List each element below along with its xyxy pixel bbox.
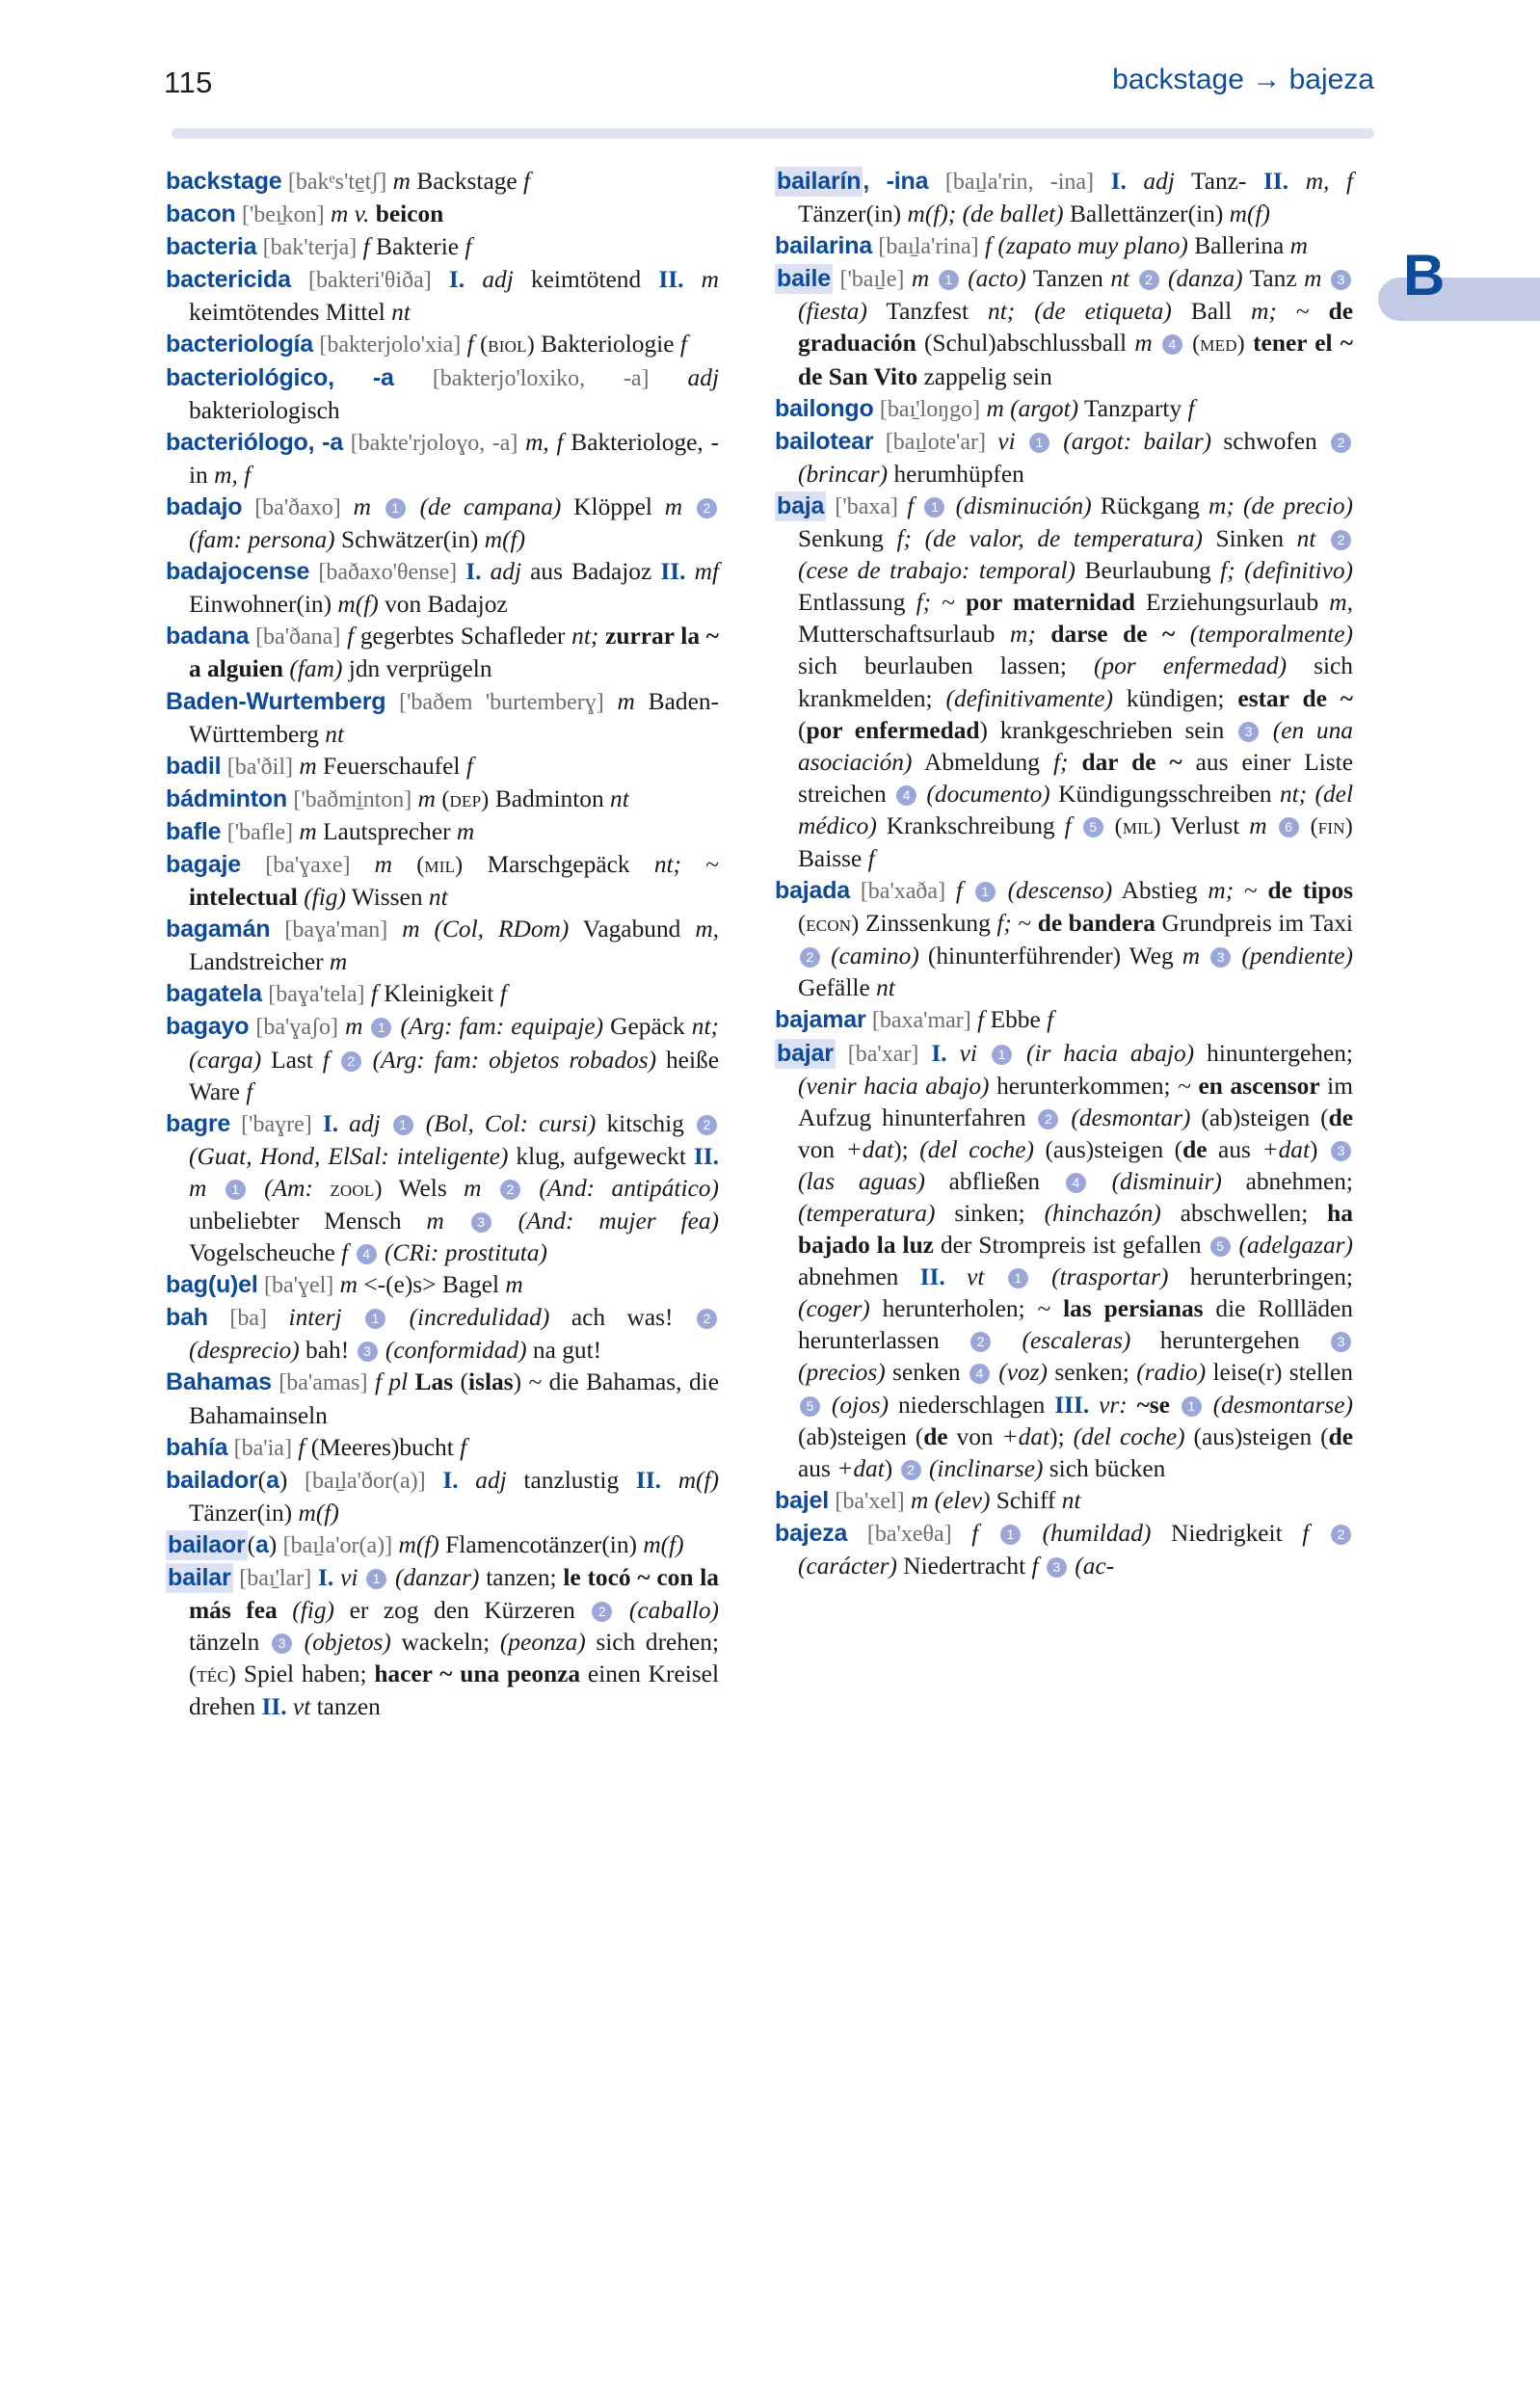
headword: bactericida bbox=[166, 266, 291, 294]
headword: badajocense bbox=[166, 558, 310, 586]
dictionary-entry: bacteriológico, -a [bakterjo'loxiko, -a] adj bakteriologisch bbox=[166, 363, 719, 424]
dictionary-entry: bádminton ['baðmi̱nton] m (dep) Badminton nt bbox=[166, 784, 629, 812]
dictionary-entry: bailongo [baı̱'loŋgo] m (argot) Tanzparty f bbox=[775, 394, 1195, 422]
dictionary-entry: badana [ba'ðana] f gegerbtes Schafleder nt; zurrar la ~ a alguien (fam) jdn verprügeln bbox=[166, 623, 719, 683]
dictionary-entry: bagamán [baɣa'man] m (Col, RDom) Vagabund m, Landstreicher m bbox=[166, 916, 719, 976]
headword: bacteria bbox=[166, 233, 257, 261]
thumb-index-tab[interactable] bbox=[1378, 243, 1540, 321]
dictionary-entry: bajeza [ba'xeθa] f 1 (humildad) Niedrigkeit f 2 (carácter) Niedertracht f 3 (ac- bbox=[775, 1518, 1353, 1582]
page-header bbox=[0, 0, 1540, 145]
headword: bagatela bbox=[166, 980, 262, 1008]
column-right bbox=[775, 166, 1353, 2353]
headword: bagaje bbox=[166, 850, 241, 878]
dictionary-entry: bagatela [baɣa'tela] f Kleinigkeit f bbox=[166, 980, 507, 1008]
dictionary-entry: bagre ['baɣre] I. adj 1 (Bol, Col: cursi) kitschig 2 (Guat, Hond, ElSal: inteligente) klug, aufgeweckt II. m 1 (Am: zool) Wels m 2 (And: antipático) unbeliebter Mensch m 3 (And: mujer fea) Vogelscheuche f 4 (CRi: prostituta) bbox=[166, 1109, 719, 1267]
headword: badana bbox=[166, 623, 250, 651]
dictionary-entry: badil [ba'ðil] m Feuerschaufel f bbox=[166, 752, 473, 780]
headword: Bahamas bbox=[166, 1368, 272, 1396]
dictionary-entry: bah [ba] interj 1 (incredulidad) ach was! 2 (desprecio) bah! 3 (conformidad) na gut! bbox=[166, 1302, 719, 1367]
headword: bailaor bbox=[168, 1530, 246, 1558]
headword: bahía bbox=[166, 1433, 228, 1461]
headword: bailotear bbox=[775, 427, 874, 455]
dictionary-entry: bajel [ba'xel] m (elev) Schiff nt bbox=[775, 1486, 1081, 1514]
headword: badajo bbox=[166, 492, 243, 520]
dictionary-entry: bailarín, -ina [baı̱la'rin, -ina] I. adj Tanz- II. m, f Tänzer(in) m(f); (de ballet) Ballettänzer(in) m(f) bbox=[777, 168, 1353, 228]
dictionary-entry: bagaje [ba'ɣaxe] m (mil) Marschgepäck nt; ~ intelectual (fig) Wissen nt bbox=[166, 850, 719, 912]
headword: bailongo bbox=[775, 394, 874, 422]
headword: backstage bbox=[166, 168, 282, 195]
dictionary-entry: baja ['baxa] f 1 (disminución) Rückgang m; (de precio) Senkung f; (de valor, de temperatura) Sinken nt 2 (cese de trabajo: temporal) Beurlaubung f; (definitivo) Entlassung f; ~ por maternidad Erziehungsurlaub m, Mutterschaftsurlaub m; darse de ~ (temporalmente) sich beurlauben lassen; (por enfermedad) sich krankmelden; (definitivamente) kündigen; estar de ~ (por enfermedad) krankgeschrieben sein 3 (en una asociación) Abmeldung f; dar de ~ aus einer Liste streichen 4 (documento) Kündigungsschreiben nt; (del médico) Krankschreibung f 5 (mil) Verlust m 6 (fin) Baisse f bbox=[777, 491, 1354, 872]
headword: bailador bbox=[166, 1466, 258, 1494]
headword: bailarina bbox=[775, 232, 873, 260]
headword: bailarín bbox=[777, 168, 862, 195]
headword: bagre bbox=[166, 1109, 231, 1137]
dictionary-entry: bacteria [bak'terja] f Bakterie f bbox=[166, 233, 472, 261]
headword: bacteriólogo bbox=[166, 428, 308, 456]
headword: bajar bbox=[777, 1039, 834, 1067]
dictionary-entry: bajada [ba'xaða] f 1 (descenso) Abstieg m; ~ de tipos (econ) Zinssenkung f; ~ de bandera Grundpreis im Taxi 2 (camino) (hinunterführender) Weg m 3 (pendiente) Gefälle nt bbox=[775, 877, 1353, 1002]
column-left bbox=[166, 166, 744, 2353]
headword: bafle bbox=[166, 817, 222, 845]
dictionary-entry: bailaor(a) [baı̱la'or(a)] m(f) Flamencotänzer(in) m(f) bbox=[168, 1530, 684, 1558]
dictionary-entry: bahía [ba'ia] f (Meeres)bucht f bbox=[166, 1433, 467, 1461]
dictionary-entry: bajamar [baxa'mar] f Ebbe f bbox=[775, 1006, 1054, 1034]
headword: bajada bbox=[775, 877, 850, 905]
dictionary-entry: badajocense [baðaxo'θense] I. adj aus Badajoz II. mf Einwohner(in) m(f) von Badajoz bbox=[166, 558, 720, 619]
dictionary-entry: baile ['baı̱le] m 1 (acto) Tanzen nt 2 (danza) Tanz m 3 (fiesta) Tanzfest nt; (de etiqueta) Ball m; ~ de graduación (Schul)abschlussball m 4 (med) tener el ~ de San Vito zappelig sein bbox=[777, 265, 1353, 390]
dictionary-entry: bailar [baı̱'lar] I. vi 1 (danzar) tanzen; le tocó ~ con la más fea (fig) er zog den Kürzeren 2 (caballo) tänzeln 3 (objetos) wackeln; (peonza) sich drehen; (téc) Spiel haben; hacer ~ una peonza einen Kreisel drehen II. vt tanzen bbox=[168, 1564, 720, 1721]
headword: Baden-Wurtemberg bbox=[166, 687, 386, 715]
dictionary-entry: bafle ['bafle] m Lautsprecher m bbox=[166, 817, 475, 845]
thumb-index-letter: B bbox=[1403, 243, 1446, 307]
header-rule bbox=[172, 128, 1374, 139]
dictionary-entry: bag(u)el [ba'ɣel] m <-(e)s> Bagel m bbox=[166, 1271, 523, 1299]
headword: bacon bbox=[166, 200, 236, 228]
headword: bádminton bbox=[166, 784, 287, 812]
headword: baile bbox=[777, 265, 831, 293]
dictionary-body bbox=[166, 166, 1378, 2353]
headword: bajel bbox=[775, 1486, 829, 1514]
running-head: backstage → bajeza bbox=[1112, 64, 1374, 95]
dictionary-entry: badajo [ba'ðaxo] m 1 (de campana) Klöppel m 2 (fam: persona) Schwätzer(in) m(f) bbox=[166, 491, 719, 556]
dictionary-entry: bactericida [bakteri'θiða] I. adj keimtötend II. m keimtötendes Mittel nt bbox=[166, 266, 719, 327]
headword: baja bbox=[777, 491, 825, 519]
dictionary-entry: Bahamas [ba'amas] f pl Las (islas) ~ die Bahamas, die Bahamainseln bbox=[166, 1368, 719, 1429]
dictionary-entry: bagayo [ba'ɣaʃo] m 1 (Arg: fam: equipaje) Gepäck nt; (carga) Last f 2 (Arg: fam: objetos robados) heiße Ware f bbox=[166, 1013, 719, 1105]
headword: bag(u)el bbox=[166, 1271, 258, 1299]
headword: badil bbox=[166, 752, 222, 780]
dictionary-entry: bailador(a) [baı̱la'ðor(a)] I. adj tanzlustig II. m(f) Tänzer(in) m(f) bbox=[166, 1466, 720, 1527]
headword: bajamar bbox=[775, 1006, 866, 1034]
dictionary-entry: bailotear [baı̱lote'ar] vi 1 (argot: bailar) schwofen 2 (brincar) herumhüpfen bbox=[775, 426, 1353, 491]
headword: bacteriológico bbox=[166, 363, 329, 391]
dictionary-entry: bacteriología [bakterjolo'xia] f (biol) Bakteriologie f bbox=[166, 331, 687, 358]
headword: bacteriología bbox=[166, 331, 313, 358]
headword: bah bbox=[166, 1304, 208, 1332]
dictionary-entry: bacteriólogo, -a [bakte'rjoloɣo, -a] m, f Bakteriologe, -in m, f bbox=[166, 428, 719, 489]
dictionary-entry: backstage [bakᵉs'te̱tʃ] m Backstage f bbox=[166, 168, 531, 195]
dictionary-entry: bajar [ba'xar] I. vi 1 (ir hacia abajo) hinuntergehen; (venir hacia abajo) herunterkommen; ~ en ascensor im Aufzug hinunterfahren 2 (desmontar) (ab)steigen (de von +dat); (del coche) (aus)steigen (de aus +dat) 3 (las aguas) abfließen 4 (disminuir) abnehmen; (temperatura) sinken; (hinchazón) abschwellen; ha bajado la luz der Strompreis ist gefallen 5 (adelgazar) abnehmen II. vt 1 (trasportar) herunterbringen; (coger) herunterholen; ~ las persianas die Rollläden herunterlassen 2 (escaleras) heruntergehen 3 (precios) senken 4 (voz) senken; (radio) leise(r) stellen 5 (ojos) niederschlagen III. vr: ~se 1 (desmontarse) (ab)steigen (de von +dat); (del coche) (aus)steigen (de aus +dat) 2 (inclinarse) sich bücken bbox=[777, 1039, 1354, 1482]
headword: bagamán bbox=[166, 916, 271, 943]
dictionary-entry: bailarina [baı̱la'rina] f (zapato muy plano) Ballerina m bbox=[775, 232, 1308, 260]
headword: bajeza bbox=[775, 1519, 848, 1547]
headword: bailar bbox=[168, 1564, 231, 1592]
page-number: 115 bbox=[164, 66, 213, 99]
dictionary-entry: Baden-Wurtemberg ['baðem 'burtemberɣ] m Baden-Württemberg nt bbox=[166, 687, 719, 748]
headword: bagayo bbox=[166, 1013, 250, 1041]
dictionary-entry: bacon ['beı̱kon] m v. beicon bbox=[166, 200, 444, 228]
